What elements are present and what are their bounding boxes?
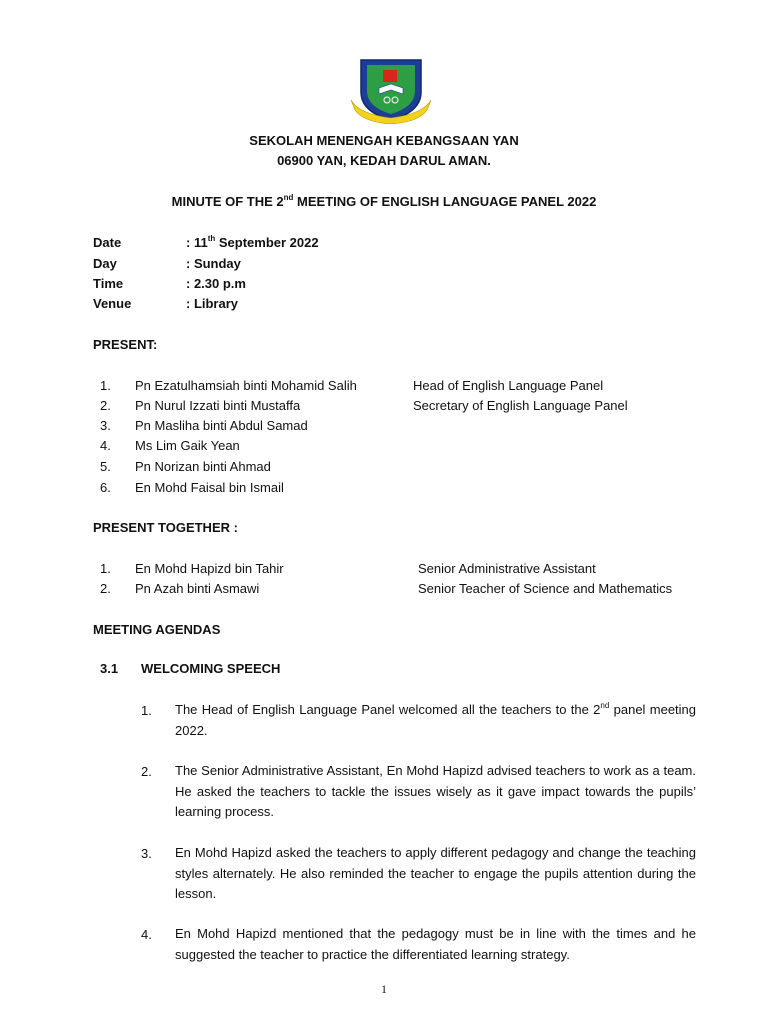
detail-label-venue: Venue bbox=[93, 296, 132, 311]
agenda-point-num: 1. bbox=[141, 703, 152, 718]
present-together-heading: PRESENT TOGETHER : bbox=[93, 520, 238, 535]
present-name: Ms Lim Gaik Yean bbox=[135, 438, 240, 453]
present-role: Secretary of English Language Panel bbox=[413, 398, 628, 413]
present-together-role: Senior Teacher of Science and Mathematics bbox=[418, 581, 673, 596]
section-title: WELCOMING SPEECH bbox=[141, 661, 281, 676]
present-num: 6. bbox=[100, 480, 111, 495]
detail-value-venue: : Library bbox=[186, 296, 239, 311]
agenda-point-text: The Head of English Language Panel welcomed all the teachers to the 2nd panel meeting 2022. bbox=[175, 700, 697, 738]
school-crest-logo bbox=[349, 56, 433, 124]
detail-value-date: : 11th September 2022 bbox=[186, 233, 319, 250]
detail-value-day: : Sunday bbox=[186, 256, 241, 271]
present-name: En Mohd Faisal bin Ismail bbox=[135, 480, 284, 495]
present-name: Pn Norizan binti Ahmad bbox=[135, 459, 271, 474]
school-name: SEKOLAH MENENGAH KEBANGSAAN YAN bbox=[249, 133, 519, 148]
present-heading: PRESENT: bbox=[93, 337, 158, 352]
present-num: 5. bbox=[100, 459, 111, 474]
present-name: Pn Masliha binti Abdul Samad bbox=[135, 418, 308, 433]
detail-value-time: : 2.30 p.m bbox=[186, 276, 246, 291]
present-num: 2. bbox=[100, 398, 111, 413]
detail-label-date: Date bbox=[93, 235, 122, 250]
present-num: 1. bbox=[100, 378, 111, 393]
agenda-point-text: En Mohd Hapizd asked the teachers to apply different pedagogy and change the teaching styles alternately. He also reminded the teacher to engage the pupils attention during the lesson. bbox=[175, 845, 696, 901]
present-role: Head of English Language Panel bbox=[413, 378, 604, 393]
agenda-point-num: 3. bbox=[141, 846, 152, 861]
present-together-num: 2. bbox=[100, 581, 111, 596]
present-together-num: 1. bbox=[100, 561, 111, 576]
agendas-heading: MEETING AGENDAS bbox=[93, 622, 221, 637]
present-num: 3. bbox=[100, 418, 111, 433]
section-number: 3.1 bbox=[100, 661, 119, 676]
agenda-point-text: En Mohd Hapizd mentioned that the pedagogy must be in line with the times and he suggested the teacher to practice the differentiated learning strategy. bbox=[175, 926, 696, 962]
agenda-point-num: 2. bbox=[141, 764, 152, 779]
page-number: 1 bbox=[381, 982, 387, 996]
agenda-point-text: The Senior Administrative Assistant, En Mohd Hapizd advised teachers to work as a team. He asked the teachers to tackle the issues wisely as it gave impact towards the pupils’ learning process. bbox=[175, 763, 696, 819]
detail-label-day: Day bbox=[93, 256, 117, 271]
detail-label-time: Time bbox=[93, 276, 124, 291]
present-num: 4. bbox=[100, 438, 111, 453]
present-name: Pn Ezatulhamsiah binti Mohamid Salih bbox=[135, 378, 357, 393]
present-together-name: Pn Azah binti Asmawi bbox=[135, 581, 260, 596]
agenda-point-num: 4. bbox=[141, 927, 152, 942]
document-title: MINUTE OF THE 2nd MEETING OF ENGLISH LANGUAGE PANEL 2022 bbox=[171, 192, 597, 209]
present-together-role: Senior Administrative Assistant bbox=[418, 561, 596, 576]
present-name: Pn Nurul Izzati binti Mustaffa bbox=[135, 398, 301, 413]
school-address: 06900 YAN, KEDAH DARUL AMAN. bbox=[277, 153, 491, 168]
present-together-name: En Mohd Hapizd bin Tahir bbox=[135, 561, 284, 576]
